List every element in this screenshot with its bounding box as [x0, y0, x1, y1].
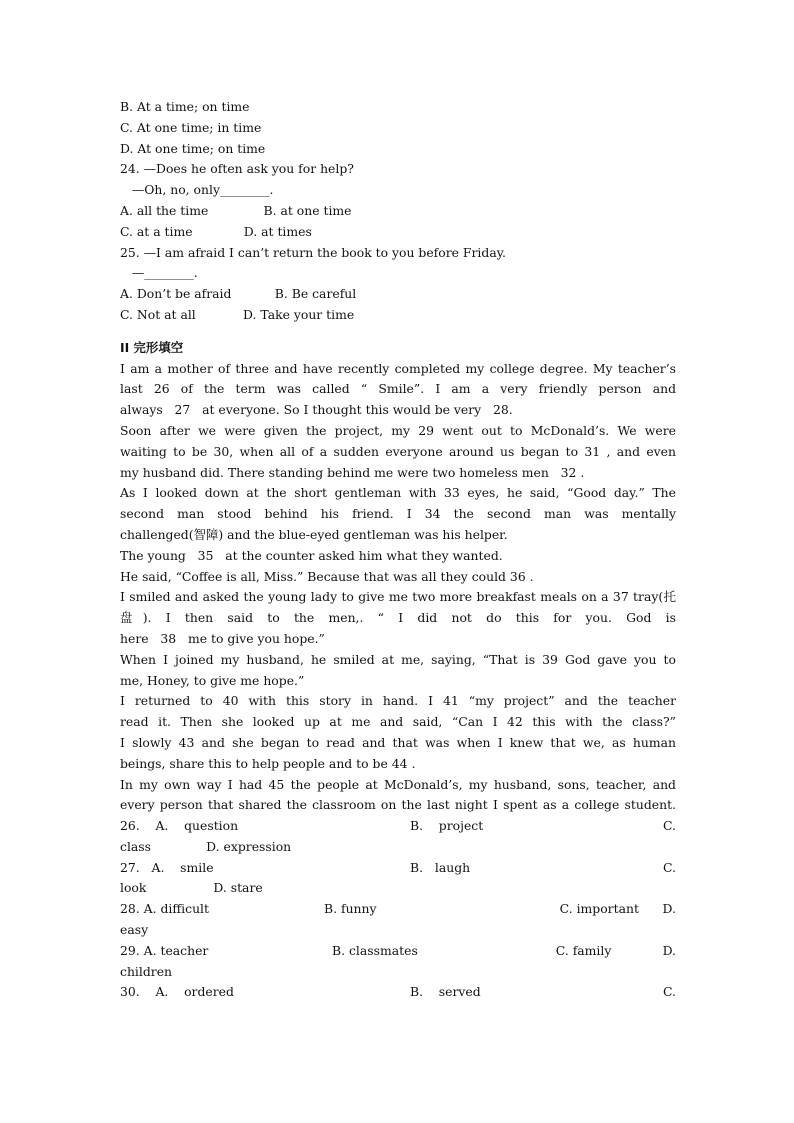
- passage-line: He said, “Coffee is all, Miss.” Because that was all they could 36 .: [120, 568, 534, 584]
- text-line: C. Not at all D. Take your time: [120, 306, 355, 322]
- option-wrap-line: look D. stare: [120, 880, 263, 896]
- question-25: 25. —I am afraid I can’t return the book to you before Friday.: [120, 244, 506, 260]
- passage-line: read it. Then she looked up at me and said, “Can I 42 this with the class?”: [120, 714, 676, 730]
- passage-line: always 27 at everyone. So I thought this would be very 28.: [120, 402, 513, 418]
- passage-line: here 38 me to give you hope.”: [120, 630, 325, 646]
- option-c: C. important D.: [559, 901, 676, 917]
- text-line: A. Don’t be afraid B. Be careful: [120, 286, 357, 302]
- option-c: C.: [663, 984, 676, 1000]
- text-line: —________.: [120, 265, 198, 281]
- option-a: 26. A. question: [120, 818, 239, 834]
- text-line: D. At one time; on time: [120, 140, 266, 156]
- option-b: B. funny: [324, 901, 377, 917]
- passage-line: every person that shared the classroom on the last night I spent as a college student.: [120, 797, 676, 813]
- passage-line: I slowly 43 and she began to read and that was when I knew that we, as human: [120, 734, 676, 750]
- cloze-passage: [120, 359, 676, 817]
- text-line: C. at a time D. at times: [120, 223, 312, 239]
- passage-line: 盘). I then said to the men,. “ I did not do this for you. God is: [120, 610, 676, 626]
- passage-line: waiting to be 30, when all of a sudden everyone around us began to 31 , and even: [120, 443, 676, 459]
- section-title: II 完形填空: [120, 339, 184, 355]
- multiple-choice-block: [120, 97, 676, 326]
- option-c: C. family D.: [555, 942, 676, 958]
- passage-line: second man stood behind his friend. I 34 the second man was mentally: [120, 506, 676, 522]
- option-row-26: [120, 816, 676, 837]
- passage-line: The young 35 at the counter asked him what they wanted.: [120, 547, 503, 563]
- text-line: A. all the time B. at one time: [120, 202, 352, 218]
- passage-line: last 26 of the term was called “ Smile”. I am a very friendly person and: [120, 381, 676, 397]
- option-row-29: [120, 941, 676, 962]
- option-row-28: [120, 899, 676, 920]
- option-a: 29. A. teacher: [120, 942, 209, 958]
- option-a: 30. A. ordered: [120, 984, 234, 1000]
- passage-line: I returned to 40 with this story in hand. I 41 “my project” and the teacher: [120, 693, 676, 709]
- option-b: B. served: [410, 984, 481, 1000]
- option-c: C.: [663, 818, 676, 834]
- text-line: B. At a time; on time: [120, 99, 250, 114]
- text-line: C. At one time; in time: [120, 119, 262, 135]
- passage-line: When I joined my husband, he smiled at me, saying, “That is 39 God gave you to: [120, 651, 676, 667]
- passage-line: I am a mother of three and have recently completed my college degree. My teacher’s: [120, 360, 676, 376]
- text-line: —Oh, no, only________.: [120, 182, 274, 198]
- passage-line: In my own way I had 45 the people at McDonald’s, my husband, sons, teacher, and: [120, 776, 676, 792]
- option-a: 28. A. difficult: [120, 901, 209, 917]
- passage-line: challenged(智障) and the blue-eyed gentleman was his helper.: [120, 526, 508, 542]
- document-page: [120, 97, 676, 1003]
- passage-line: I smiled and asked the young lady to give me two more breakfast meals on a 37 tray(托: [120, 589, 676, 605]
- option-wrap-line: children: [120, 963, 173, 979]
- passage-line: me, Honey, to give me hope.”: [120, 672, 305, 688]
- passage-line: As I looked down at the short gentleman with 33 eyes, he said, “Good day.” The: [120, 485, 676, 501]
- option-a: 27. A. smile: [120, 859, 214, 875]
- option-row-30: [120, 982, 676, 1003]
- option-c: C.: [663, 859, 676, 875]
- passage-line: Soon after we were given the project, my 29 went out to McDonald’s. We were: [120, 422, 676, 438]
- passage-line: my husband did. There standing behind me were two homeless men 32 .: [120, 464, 585, 480]
- option-b: B. classmates: [332, 942, 418, 958]
- option-b: B. project: [410, 818, 484, 834]
- option-b: B. laugh: [410, 859, 471, 875]
- answer-options: [120, 816, 676, 1003]
- passage-line: beings, share this to help people and to be 44 .: [120, 755, 416, 771]
- option-row-27: [120, 858, 676, 879]
- question-24: 24. —Does he often ask you for help?: [120, 161, 354, 177]
- option-wrap-line: class D. expression: [120, 838, 292, 854]
- option-wrap-line: easy: [120, 922, 149, 938]
